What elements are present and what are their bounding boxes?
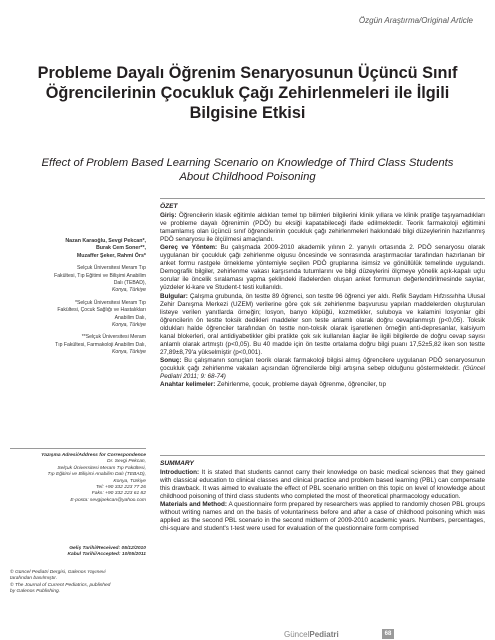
submission-dates — [10, 546, 146, 559]
copyright-line: tarafından basılmıştır. — [10, 576, 58, 582]
correspondence-phone: Tel: +90 332 223 77 26 — [96, 485, 146, 491]
summary-top-rule — [160, 198, 485, 199]
sidebar-rule — [10, 448, 146, 449]
affiliation-1-line-3: Dalı (TEBAD), — [113, 280, 146, 287]
affiliation-1-line-1: Selçuk Üniversitesi Meram Tıp — [77, 265, 146, 272]
abstract-paragraph-methods — [160, 501, 485, 533]
affiliation-2-city: Konya, Türkiye — [112, 322, 146, 329]
methods-label: Materials and Method: — [160, 501, 228, 509]
accepted-date: Kabul Tarihi/Accepted: 10/05/2011 — [67, 552, 146, 558]
affiliation-3-line-2: Tıp Fakültesi, Farmakoloji Anabilim Dalı, — [55, 341, 146, 348]
giris-label: Giriş: — [160, 212, 177, 220]
bulgular-label: Bulgular: — [160, 292, 188, 300]
abstract-paragraph-yontem — [160, 244, 485, 292]
correspondence-email[interactable]: E-posta: sevgipekcan@yahoo.com — [70, 497, 146, 503]
copyright-line: © Güncel Pediatri Dergisi, Galenos Yayınevi — [10, 570, 106, 575]
copyright-line: by Galenos Publishing. — [10, 589, 61, 595]
sonuc-label: Sonuç: — [160, 356, 182, 364]
abstract-english-heading: SUMMARY — [160, 460, 194, 467]
correspondence-line: Dr. Sevgi Pekcan, — [107, 459, 146, 465]
correspondence-block — [10, 453, 146, 504]
correspondence-line: Konya, Türkiye — [113, 478, 146, 484]
author-names-line-3: Muzaffer Şeker, Rahmi Örs* — [76, 252, 146, 259]
abstract-paragraph-introduction — [160, 469, 485, 501]
introduction-label: Introduction: — [160, 469, 200, 477]
journal-name-prefix: Güncel — [284, 630, 310, 639]
journal-footer-logo — [284, 630, 339, 639]
affiliation-2-line-1: *Selçuk Üniversitesi Meram Tıp — [75, 299, 146, 306]
article-title-turkish: Probleme Dayalı Öğrenim Senaryosunun Üçüncü Sınıf Öğrencilerinin Çocukluk Çağı Zehirlenmeleri ile İlgili Bilgisine Etkisi — [37, 64, 458, 122]
article-title-english: Effect of Problem Based Learning Scenario on Knowledge of Third Class Students About Childhood Poisoning — [41, 157, 454, 183]
author-names-line-1: Nazan Karaoğlu, Sevgi Pekcan*, — [65, 238, 146, 244]
bulgular-text: Çalışma grubunda, ön testte 89 öğrenci, son testte 96 öğrenci yer aldı. Refik Saydam Hıfzıssıhha Ulusal Zehir Danışma Merkezi (UZEM) verilerine göre çok sık zehirlenme başvurusu yapılan maddelerden oluşturulan listeye verilen yanıtlarda örneğin; losyon, banyo köpüğü, kozmetikler, suluboya ve kalamini losyonlar gibi öğrencilerin ön testte toksik dedikleri maddeler son teste anlamlı olarak doğru cevaplanmıştı (p<0,05). Toksik oldukları halde öğrenciler tarafından ön testte non-toksik olarak işaretlenen örneğin anti-depresanlar, kalsiyum kanal blokerleri, oral antidiyabetikler gibi pratikte çok sık kullanılan ilaçlar ile ilgili bilgilerde de doğru cevap sayısı anlamlı olarak artmıştı (p<0,05). Bu 40 madde için ön testte ortalama doğru bilgi puanı 17,52±5,82 iken son testte 27,89±8,79'a yükselmiştir (p<0,001). — [160, 292, 486, 356]
correspondence-heading: Yazışma Adresi/Address for Correspondence — [41, 453, 146, 458]
affiliation-2-line-2: Fakültesi, Çocuk Sağlığı ve Hastalıkları — [57, 307, 146, 314]
author-names-line-2: Burak Cem Soner**, — [95, 245, 146, 252]
abstract-paragraph-sonuc — [160, 357, 485, 381]
received-date: Geliş Tarihi/Received: 05/12/2010 — [69, 546, 146, 551]
keywords-text: Zehirlenme, çocuk, probleme dayalı öğrenme, öğrenciler, tıp — [217, 381, 387, 389]
abstract-paragraph-giris — [160, 212, 485, 244]
yontem-text: Bu çalışmada 2009-2010 akademik yılının 2. yarıyılı ortasında 2. PDÖ senaryosu olarak uygulanan bir çocukluk çağı zehirlenme olgusu öncesinde ve sonrasında araştırmacılar tarafından hazırlanan bir anket formu rastgele örnekleme yöntemiyle seçilen PDÖ gruplarına isimsiz ve gönüllülük temelinde uygulandı. Demografik bilgiler, zehirlenme vakası karşısında tutumlarını ve bilgi düzeylerini ölçmeye yönelik açık-kapalı uçlu sorular ile öncelik sıralaması yapma şeklindeki ifadelerden oluşan anket formunun değerlendirilmesinde sayılar, yüzdeler ki-kare ve Student-t testi kullanıldı. — [160, 244, 485, 292]
introduction-text: It is stated that students cannot carry their knowledge on basic medical sciences that they gained with classical education to clinical classes and clinical practice and problem based learning (PBL) can compensate this drawback. It was aimed to evaluate the effect of PBL scenario written on this topic on level of knowledge about childhood poisoning of third class students who completed the most of theoretical pharmacology education. — [160, 469, 486, 501]
journal-name-brand: Pediatri — [309, 630, 339, 639]
affiliation-2-line-3: Anabilim Dalı, — [114, 314, 146, 321]
abstract-english — [160, 460, 485, 533]
keywords-label: Anahtar kelimeler: — [160, 381, 216, 389]
summary-divider-rule — [160, 455, 485, 456]
citation-text: (Güncel Pediatri 2011; 9: 68-74) — [160, 364, 485, 380]
correspondence-line: Selçuk Üniversitesi Meram Tıp Fakültesi, — [57, 465, 146, 471]
abstract-turkish — [160, 203, 485, 389]
correspondence-fax: Faks: +90 332 223 61 82 — [91, 491, 146, 497]
article-type-label: Özgün Araştırma/Original Article — [358, 16, 473, 25]
affiliation-3-line-1: **Selçuk Üniversitesi Meram — [81, 334, 146, 341]
abstract-turkish-heading: ÖZET — [160, 203, 178, 210]
abstract-keywords — [160, 381, 485, 389]
abstract-paragraph-bulgular — [160, 293, 485, 357]
page-number: 68 — [382, 629, 394, 639]
yontem-label: Gereç ve Yöntem: — [160, 244, 218, 252]
sonuc-text: Bu çalışmanın sonuçları teorik olarak farmakoloji bilgisi almış öğrencilere uygulanan PDÖ senaryosunun çocukluk çağı zehirlenme vakaları açısından öğrencilerde bilgi artışına sebep olduğunu göstermektedir. — [160, 356, 486, 372]
methods-text: A questionnaire form prepared by researchers was applied to randomly chosen PBL groups without writing names and on the basis of voluntariness before and after a case of childhood poisoning which was applied as the second PBL scenario in the second midterm of 2009-2010 academic years. Numbers, percentages, chi-square and student's t-test were used for evaluation of the questionnaire form comprised — [160, 501, 485, 533]
copyright-notice — [10, 570, 146, 596]
correspondence-line: Tıp Eğitimi ve Bilişimi Anabilim Dalı (TEBAD), — [47, 472, 146, 478]
copyright-line: © The Journal of Current Pediatrics, published — [10, 582, 111, 588]
affiliation-1-city: Konya, Türkiye — [112, 287, 146, 294]
giris-text: Öğrencilerin klasik eğitimle aldıkları temel tıp bilimleri bilgilerini klinik yıllara ve klinik pratiğe taşıyamadıkları ve probleme dayalı öğrenimin (PDÖ) bu eksiği kapatabileceği ifade edilmektedir. Teorik farmakoloji eğitimini tamamlamış olan üçüncü sınıf öğrencilerinin çocukluk çağı zehirlenmeleri hakkındaki bilgi düzeylerinin hazırlanmış PDÖ senaryosu ile ölçülmesi amaçlandı. — [160, 212, 486, 244]
affiliation-3-city: Konya, Türkiye — [112, 349, 146, 356]
affiliation-1-line-2: Fakültesi, Tıp Eğitimi ve Bilişimi Anabilim — [54, 272, 146, 279]
author-affiliations — [10, 238, 146, 357]
